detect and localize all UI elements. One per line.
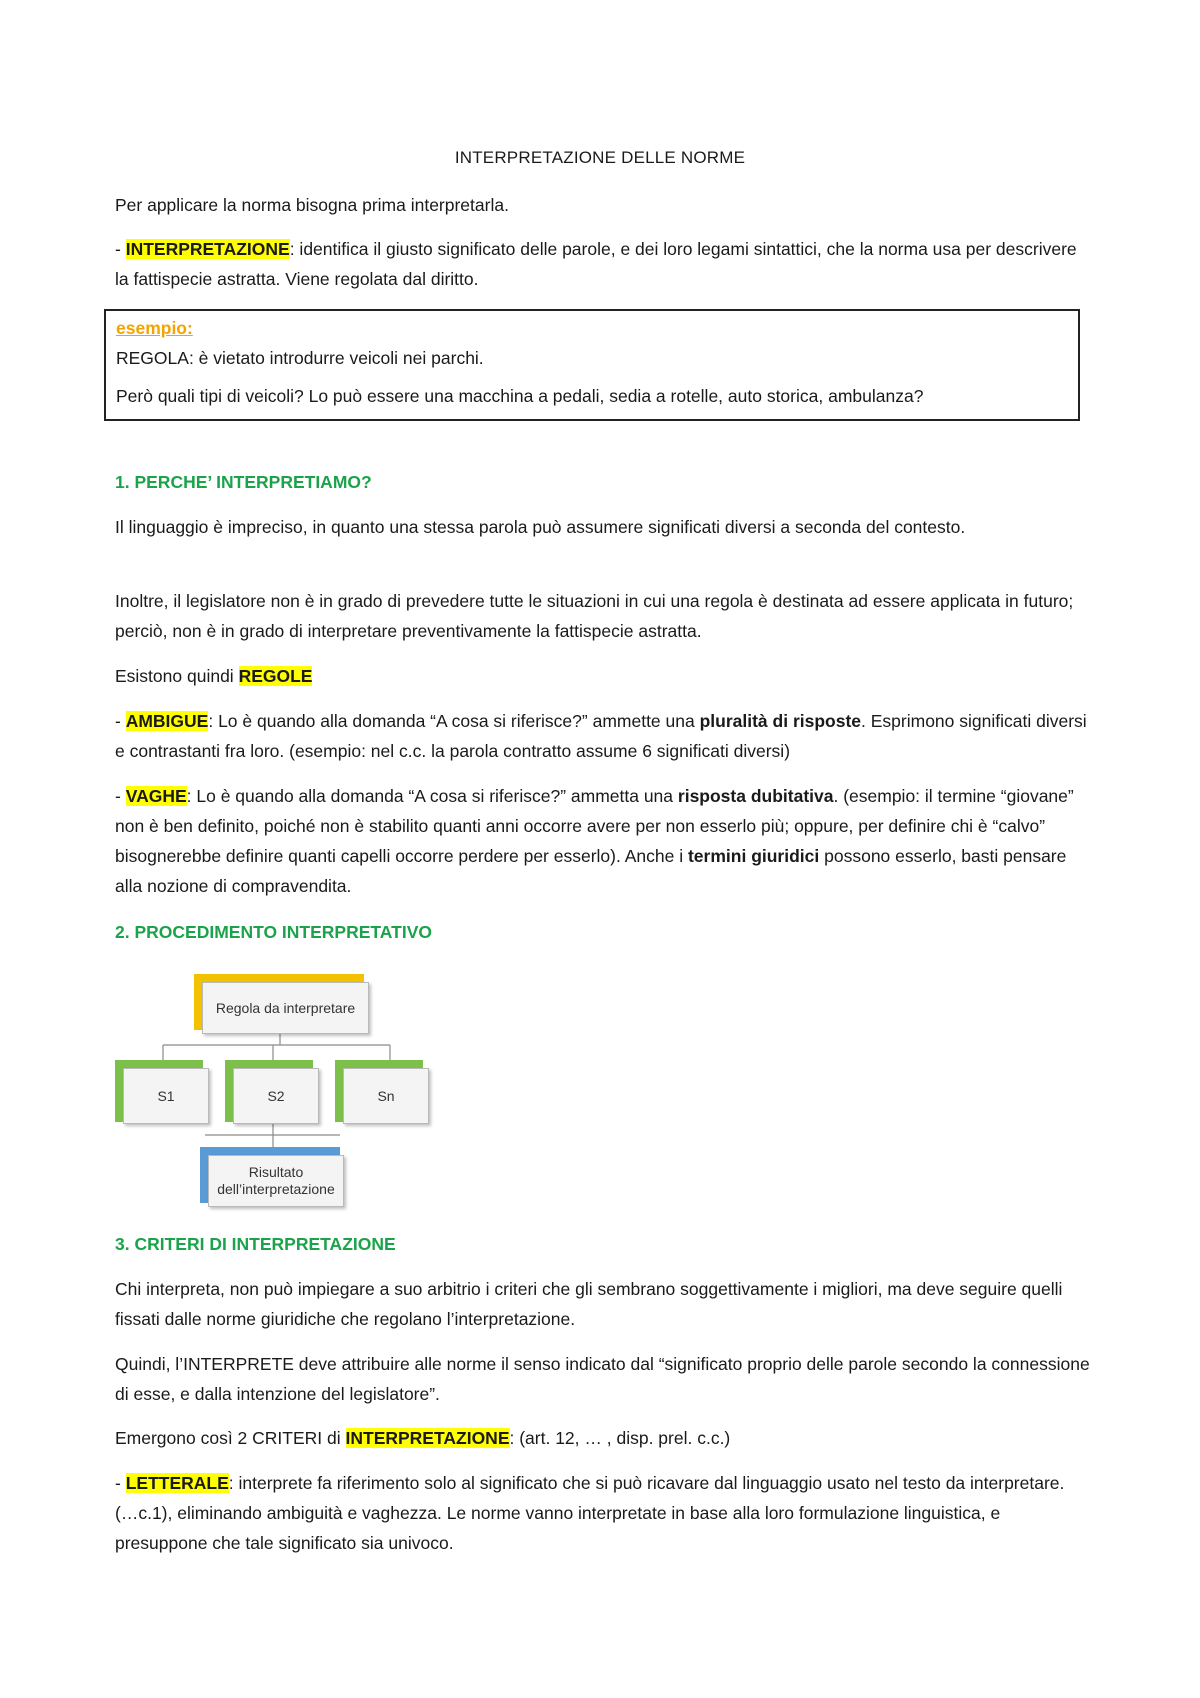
highlight-term: REGOLE (238, 666, 313, 686)
accent-bar (335, 1060, 343, 1122)
section-3-heading: 3. CRITERI DI INTERPRETAZIONE (115, 1234, 396, 1254)
section-3-paragraph-3 (115, 1423, 1090, 1453)
accent-bar (335, 1060, 423, 1068)
dash: - (115, 1473, 126, 1493)
highlight-term: LETTERALE (125, 1473, 229, 1493)
text: Emergono così 2 CRITERI di (115, 1428, 346, 1448)
text: . (esempio: il termine “giovane” non è ben definito, poiché non è stabilito quanti anni occorre avere per non esserlo più; oppure, per definire chi è “calvo” bisognerebbe definire quanti capelli occorre perdere per esserlo). Anche i (115, 786, 1074, 866)
diagram-node-s2: S2 (233, 1068, 319, 1124)
section-1-heading: 1. PERCHE’ INTERPRETIAMO? (115, 472, 372, 492)
diagram-node-s1: S1 (123, 1068, 209, 1124)
definition-text: : identifica il giusto significato delle parole, e dei loro legami sintattici, che la norma usa per descrivere la fattispecie astratta. Viene regolata dal diritto. (115, 239, 1077, 289)
bold-text: pluralità di risposte (699, 711, 862, 731)
accent-bar (225, 1060, 233, 1122)
interpretazione-definition (115, 234, 1090, 294)
highlight-term: AMBIGUE (125, 711, 209, 731)
highlight-term: VAGHE (125, 786, 187, 806)
section-1-paragraph-3 (115, 661, 1090, 691)
vaghe-paragraph (115, 781, 1090, 901)
diagram-node-result: Risultato dell’interpretazione (208, 1155, 344, 1207)
section-3-paragraph-1: Chi interpreta, non può impiegare a suo arbitrio i criteri che gli sembrano soggettivamente i migliori, ma deve seguire quelli fissati dalle norme giuridiche che regolano l’interpretazione. (115, 1279, 1063, 1329)
letterale-paragraph (115, 1468, 1090, 1558)
section-1-paragraph-1: Il linguaggio è impreciso, in quanto una stessa parola può assumere significati diversi a seconda del contesto. (115, 517, 966, 537)
intro-paragraph: Per applicare la norma bisogna prima interpretarla. (115, 195, 509, 215)
ambigue-paragraph (115, 706, 1090, 766)
text: . Esprimono significati diversi e contrastanti fra loro. (esempio: nel c.c. la parola contratto assume 6 significati diversi) (115, 711, 1087, 761)
accent-bar (200, 1147, 208, 1203)
example-box (104, 309, 1080, 421)
bold-text: termini giuridici (687, 846, 820, 866)
accent-bar (194, 974, 202, 1030)
text: Esistono quindi (115, 666, 239, 686)
text: possono esserlo, basti pensare alla nozione di compravendita. (115, 846, 1067, 896)
text: : interprete fa riferimento solo al significato che si può ricavare dal linguaggio usato nel testo da interpretare. (…c.1), eliminando ambiguità e vaghezza. Le norme vanno interpretate in base alla loro formulazione linguistica, e presuppone che tale significato sia univoco. (115, 1473, 1065, 1553)
accent-bar (194, 974, 364, 982)
accent-bar (200, 1147, 340, 1155)
bold-text: risposta dubitativa (677, 786, 834, 806)
text: : Lo è quando alla domanda “A cosa si riferisce?” ammette una (208, 711, 700, 731)
highlight-term: INTERPRETAZIONE (125, 239, 290, 259)
example-label: esempio: (116, 318, 193, 338)
dash: - (115, 239, 126, 259)
accent-bar (115, 1060, 203, 1068)
text: : (art. 12, … , disp. prel. c.c.) (509, 1428, 731, 1448)
section-3-paragraph-2: Quindi, l’INTERPRETE deve attribuire alle norme il senso indicato dal “significato proprio delle parole secondo la connessione di esse, e dalla intenzione del legislatore”. (115, 1354, 1090, 1404)
section-2-heading: 2. PROCEDIMENTO INTERPRETATIVO (115, 922, 432, 942)
accent-bar (225, 1060, 313, 1068)
diagram-node-sn: Sn (343, 1068, 429, 1124)
dash: - (115, 786, 126, 806)
accent-bar (115, 1060, 123, 1122)
text: : Lo è quando alla domanda “A cosa si riferisce?” ammetta una (186, 786, 678, 806)
example-rule: REGOLA: è vietato introdurre veicoli nei parchi. (116, 348, 484, 368)
procedure-diagram (110, 960, 460, 1215)
highlight-term: INTERPRETAZIONE (345, 1428, 510, 1448)
dash: - (115, 711, 126, 731)
example-question: Però quali tipi di veicoli? Lo può essere una macchina a pedali, sedia a rotelle, auto storica, ambulanza? (116, 386, 924, 406)
document-title: INTERPRETAZIONE DELLE NORME (454, 148, 746, 167)
section-1-paragraph-2: Inoltre, il legislatore non è in grado di prevedere tutte le situazioni in cui una regola è destinata ad essere applicata in futuro; perciò, non è in grado di interpretare preventivamente la fattispecie astratta. (115, 591, 1074, 641)
diagram-node-top: Regola da interpretare (202, 982, 369, 1034)
